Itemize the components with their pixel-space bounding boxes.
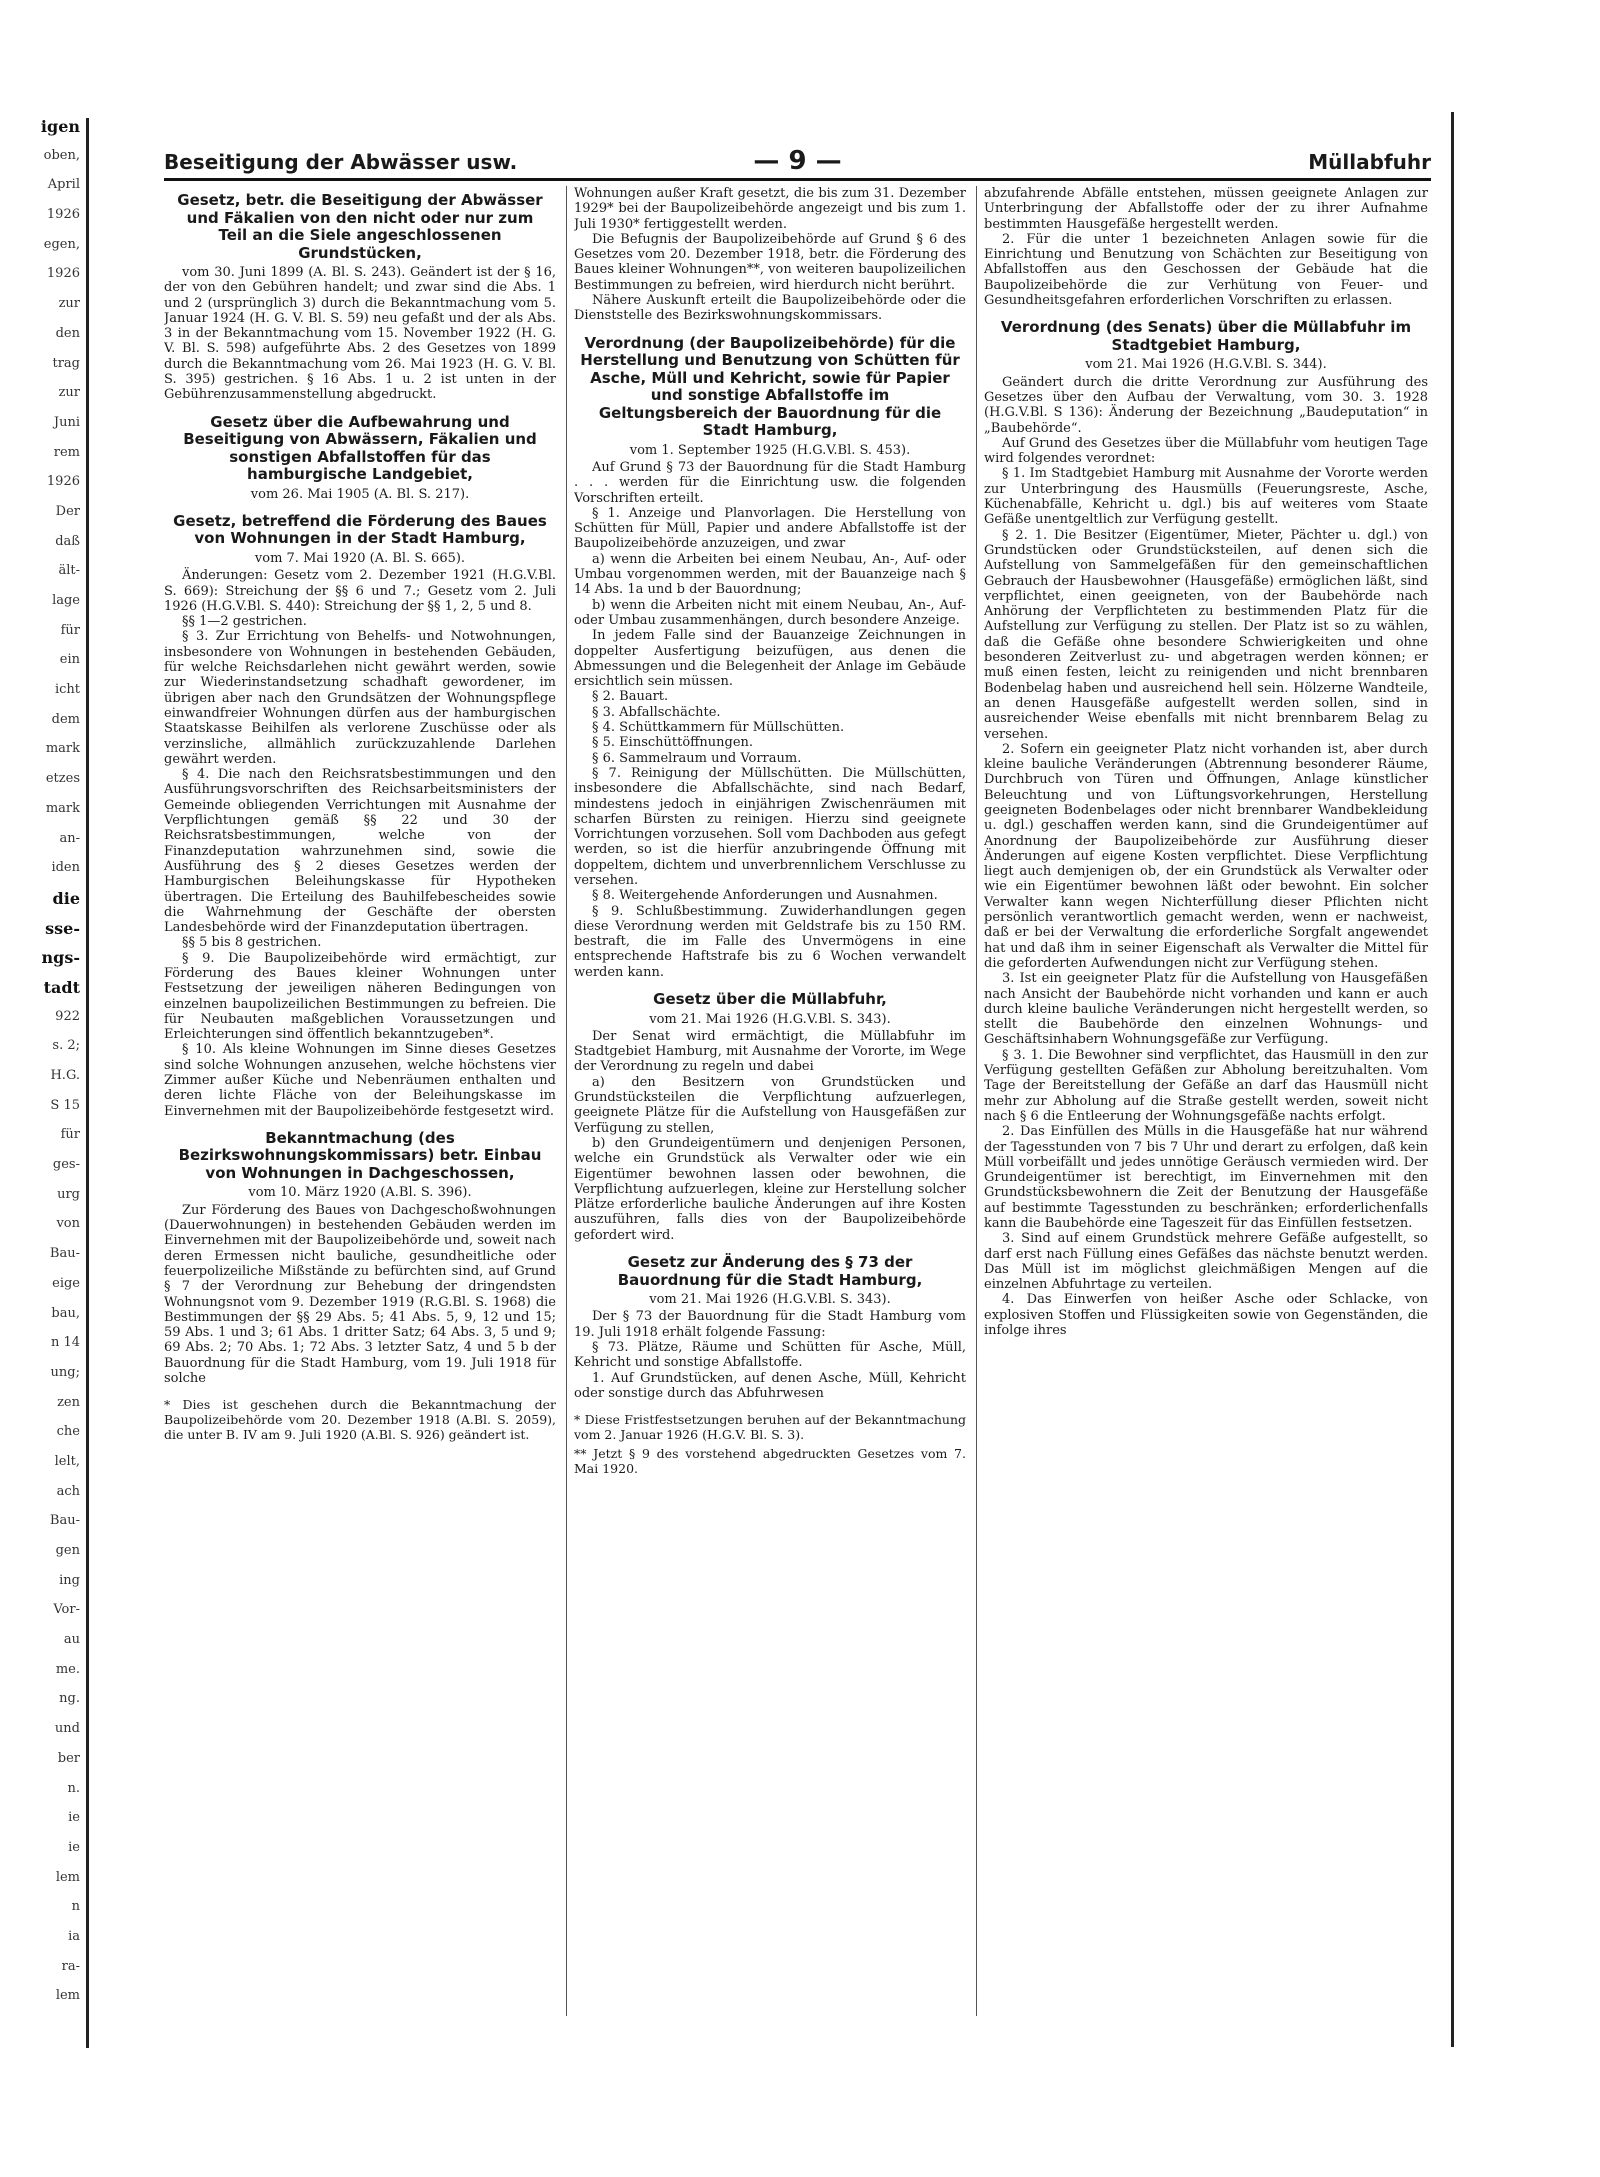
section-title: Gesetz über die Aufbewahrung und Beseitigung von Abwässern, Fäkalien und sonstigen Abfallstoffen für das hamburgische Landgebiet, [183,412,537,484]
previous-page-fragment: dem [51,712,80,727]
previous-page-fragment: lem [55,1870,80,1885]
section-date: vom 21. Mai 1926 (H.G.V.Bl. S. 343). [649,1011,891,1027]
previous-page-fragment: ein [59,652,80,667]
previous-page-fragment: n. [67,1781,80,1796]
previous-page-fragment: die [52,889,80,908]
previous-page-fragment: zur [58,296,80,311]
column-2 [574,186,966,2006]
section-date: vom 26. Mai 1905 (A. Bl. S. 217). [250,486,470,502]
paragraph: § 1. Anzeige und Planvorlagen. Die Herstellung von Schütten für Müll, Papier und andere Abfallstoffe ist der Baupolizeibehörde anzuzeigen, und zwar [574,505,966,552]
previous-page-fragment: ia [68,1929,80,1944]
paragraph: In jedem Falle sind der Bauanzeige Zeichnungen in doppelter Ausfertigung beizufügen, aus denen die Abmessungen und die Belegenheit der Anlage im Gebäude ersichtlich sein müssen. [574,628,966,690]
previous-page-fragment: lelt, [54,1454,80,1469]
paragraph: Die Befugnis der Baupolizeibehörde auf Grund § 6 des Gesetzes vom 20. Dezember 1918, betr. die Förderung des Baues kleiner Wohnungen**, von weiteren baupolizeilichen Bestimmungen zu befreien, wird hierdurch nicht berührt. [574,231,966,293]
section-date: vom 1. September 1925 (H.G.V.Bl. S. 453). [629,442,911,458]
previous-page-fragment: iden [51,860,80,875]
paragraph: b) wenn die Arbeiten nicht mit einem Neubau, An-, Auf- oder Umbau zusammenhängen, durch besondere Anzeige. [574,597,966,628]
previous-page-fragment: H.G. [50,1068,80,1083]
section-date: vom 21. Mai 1926 (H.G.V.Bl. S. 343). [649,1292,891,1308]
previous-page-fragment: ie [68,1840,80,1855]
previous-page-fragment: igen [40,118,80,136]
footnote: * Dies ist geschehen durch die Bekanntmachung der Baupolizeibehörde vom 20. Dezember 1918 (A.Bl. S. 2059), die unter B. IV am 9. Juli 1920 (A.Bl. S. 926) geändert ist. [164,1397,556,1443]
paragraph: 1. Auf Grundstücken, auf denen Asche, Müll, Kehricht oder sonstige durch das Abfuhrwesen [574,1370,966,1401]
paragraph: 3. Ist ein geeigneter Platz für die Aufstellung von Hausgefäßen nach Ansicht der Baubehörde nicht vorhanden und kann er auch durch kleine bauliche Veränderungen nicht hergestellt werden, so stellt die Baubehörde den einzelnen Wohnungs- und Geschäftsinhabern Wohnungsgefäße zur Verfügung. [984,971,1428,1048]
section-date: vom 7. Mai 1920 (A. Bl. S. 665). [254,550,466,566]
previous-page-fragment: ges- [52,1157,80,1172]
previous-page-fragment: eige [52,1276,80,1291]
paragraph: § 4. Die nach den Reichsratsbestimmungen und den Ausführungsvorschriften des Reichsarbeitsministers der Gemeinde obliegenden Verrichtungen mit Ausnahme der Verpflichtungen gemäß §§ 22 und 30 der Reichsratsbestimmungen, welche von der Finanzdeputation wahrzunehmen sind, sowie die Ausführung des § 2 dieses Gesetzes werden der Hamburgischen Beleihungskasse für Hypotheken übertragen. Die Erteilung des Bauhilfebescheides sowie die Wahrnehmung der Geschäfte der obersten Landesbehörde wird der Finanzdeputation übertragen. [164,767,556,936]
footnote: ** Jetzt § 9 des vorstehend abgedruckten Gesetzes vom 7. Mai 1920. [574,1446,966,1477]
previous-page-fragment: zur [58,385,80,400]
paragraph: § 2. 1. Die Besitzer (Eigentümer, Mieter, Pächter u. dgl.) von Grundstücken oder Grundstücksteilen, auf denen sich die Aufstellung von Sammelgefäßen für den gemeinschaftlichen Gebrauch der Hausbewohner (Hausgefäße) ermöglichen läßt, sind verpflichtet, einen geeigneten, von der Baubehörde nach Anhörung der Verpflichteten zu bestimmenden Platz für die Aufstellung zur Verfügung zu stellen. Der Platz ist so zu wählen, daß die Gefäße ohne besondere Schwierigkeiten und ohne besonderen Zeitverlust zu- und abgetragen werden können; er muß einen festen, leicht zu reinigenden und nicht brennbaren Bodenbelag haben und ausreichend hell sein. Hölzerne Wandteile, an denen Hausgefäße aufgestellt werden sollen, sind in ausreichender Weise ebenfalls mit nicht brennbarem Belag zu versehen. [984,527,1428,742]
section [574,1254,966,1401]
previous-page-fragment: Juni [53,415,80,430]
previous-page-fragment: ie [68,1810,80,1825]
previous-page-fragment: ält- [58,563,80,578]
previous-page-fragment: ra- [61,1959,80,1974]
paragraph: § 3. Abfallschächte. [592,704,721,720]
previous-page-fragment: egen, [43,237,80,252]
previous-page-fragment: den [55,326,80,341]
section-title: Gesetz, betreffend die Förderung des Baues von Wohnungen in der Stadt Hamburg, [173,511,547,548]
running-head-right: Müllabfuhr [1308,150,1431,174]
previous-page-fragment: lem [55,1988,80,2003]
paragraph: § 3. 1. Die Bewohner sind verpflichtet, das Hausmüll in den zur Verfügung gestellten Gefäßen zur Abholung bereitzuhalten. Vom Tage der Bereitstellung der Gefäße an darf das Hausmüll nicht mehr zur Abholung auf die Straße gestellt werden, soweit nicht nach § 6 die Entleerung der Wohnungsgefäße nachts erfolgt. [984,1047,1428,1124]
previous-page-fragment: icht [54,682,80,697]
previous-page-fragment: sse- [45,919,80,938]
paragraph: Auf Grund § 73 der Bauordnung für die Stadt Hamburg . . . werden für die Einrichtung usw. die folgenden Vorschriften erteilt. [574,459,966,506]
section-title: Gesetz über die Müllabfuhr, [653,990,887,1009]
page [98,112,1454,2047]
paragraph: § 9. Schlußbestimmung. Zuwiderhandlungen gegen diese Verordnung werden mit Geldstrafe bis zu 150 RM. bestraft, die im Falle des Unvermögens in eine entsprechende Haftstrafe bis zu 6 Wochen verwandelt werden kann. [574,903,966,980]
section [164,414,556,502]
previous-page-fragment: Bau- [49,1246,80,1261]
paragraph: 2. Sofern ein geeigneter Platz nicht vorhanden ist, aber durch kleine bauliche Veränderungen (Abtrennung besonderer Räume, Durchbruch von Türen und Öffnungen, Anlage künstlicher Beleuchtung und von Lüftungsvorkehrungen, Herstellung geeigneten Bodenbelages oder nicht brennbarer Wandbekleidung u. dgl.) geschaffen werden kann, sind die Grundeigentümer auf Anordnung der Baupolizeibehörde zur Ausführung dieser Änderungen auf eigene Kosten verpflichtet. Diese Verpflichtung liegt auch demjenigen ob, der ein Grundstück als Verwalter oder wie ein Eigentümer bewohnen läßt oder bewohnt. Ein solcher Verwalter kann wegen Nichterfüllung dieser Pflichten nicht persönlich verantwortlich gemacht werden, wenn er nachweist, daß er bei der Verwaltung die erforderliche Sorgfalt angewendet hat und daß ihm in seiner Eigenschaft als Verwalter die Mittel für die geforderten Aufwendungen nicht zur Verfügung stehen. [984,741,1428,971]
previous-page-fragment: gen [55,1543,80,1558]
footnote: * Diese Fristfestsetzungen beruhen auf der Bekanntmachung vom 2. Januar 1926 (H.G.V. Bl. S. 3). [574,1412,966,1443]
previous-page-fragment: Vor- [53,1602,80,1617]
column-divider [976,186,977,2016]
previous-page-fragment: S 15 [50,1098,80,1113]
paragraph: § 8. Weitergehende Anforderungen und Ausnahmen. [592,888,938,904]
previous-page-fragment: trag [52,356,80,371]
previous-page-fragment: etzes [45,771,80,786]
previous-page-fragment: mark [45,801,80,816]
previous-page-fragment: 1926 [46,266,80,281]
previous-page-fragment: s. 2; [52,1038,80,1053]
paragraph: § 4. Schüttkammern für Müllschütten. [592,720,845,736]
paragraph: a) wenn die Arbeiten bei einem Neubau, An-, Auf- oder Umbau vorgenommen werden, mit der Bauanzeige nach § 14 Abs. 1a und b der Bauordnung; [574,551,966,598]
paragraph: abzufahrende Abfälle entstehen, müssen geeignete Anlagen zur Unterbringung der Abfallstoffe oder der zu ihrer Aufnahme bestimmten Hausgefäße hergestellt werden. [984,186,1428,232]
previous-page-fragment: rem [53,445,80,460]
paragraph: § 3. Zur Errichtung von Behelfs- und Notwohnungen, insbesondere von Wohnungen in bestehenden Gebäuden, für welche Reichsdarlehen nicht gewährt werden, sowie zur Wiederinstandsetzung schadhaft gewordener, im übrigen aber nach den Grundsätzen der Wohnungspflege einwandfreier Wohnungen dürfen aus der hamburgischen Staatskasse Beihilfen als verlorene Zuschüsse oder als verzinsliche, allmählich zurückzuzahlende Darlehen gewährt werden. [164,629,556,767]
previous-page-fragment: ngs- [41,948,80,967]
page-number: — 9 — [753,146,842,176]
running-head-left: Beseitigung der Abwässer usw. [164,150,518,174]
section-title: Gesetz, betr. die Beseitigung der Abwässer und Fäkalien von den nicht oder nur zum Teil an die Siele angeschlossenen Grundstücken, [177,191,543,262]
paragraph: § 5. Einschüttöffnungen. [592,735,754,751]
previous-page-fragment: mark [45,741,80,756]
section-title: Bekanntmachung (des Bezirkswohnungskommissars) betr. Einbau von Wohnungen in Dachgeschossen, [178,1128,542,1182]
previous-page-fragment: Bau- [49,1513,80,1528]
paragraph: § 2. Bauart. [592,689,669,705]
paragraph: a) den Besitzern von Grundstücken und Grundstücksteilen die Verpflichtung aufzuerlegen, geeignete Plätze für die Aufstellung von Hausgefäßen zur Verfügung zu stellen, [574,1074,966,1136]
paragraph: Auf Grund des Gesetzes über die Müllabfuhr vom heutigen Tage wird folgendes verordnet: [984,435,1428,467]
previous-page-fragment: ing [59,1573,80,1588]
previous-page-fragment: n 14 [50,1335,80,1350]
column-1 [164,186,556,2006]
previous-page-fragment: oben, [43,148,80,163]
previous-page-fragment: April [47,177,80,192]
paragraph: §§ 5 bis 8 gestrichen. [182,935,322,951]
previous-page-fragment: ng. [59,1691,80,1706]
previous-page-fragment: von [56,1216,80,1231]
previous-page-fragment: für [60,1127,80,1142]
running-head [164,144,1431,181]
paragraph: Änderungen: Gesetz vom 2. Dezember 1921 (H.G.V.Bl. S. 669): Streichung der §§ 6 und 7.; Gesetz vom 2. Juli 1926 (H.G.V.Bl. S. 440): Streichung der §§ 1, 2, 5 und 8. [164,568,556,614]
paragraph: § 7. Reinigung der Müllschütten. Die Müllschütten, insbesondere die Abfallschächte, sind nach Bedarf, mindestens jedoch in einjährigen Zwischenräumen mit scharfen Bürsten zu reinigen. Hierzu sind geeignete Vorrichtungen vorzusehen. Soll vom Dachboden aus gefegt werden, so ist die hierfür anzubringende Öffnung mit doppeltem, dichtem und unverbrennlichem Verschlusse zu versehen. [574,765,966,888]
previous-page-fragment: Der [55,504,80,519]
paragraph: Geändert durch die dritte Verordnung zur Ausführung des Gesetzes über den Aufbau der Verwaltung, vom 30. 3. 1928 (H.G.V.Bl. S 136): Änderung der Bezeichnung „Baudeputation“ in „Baubehörde“. [984,374,1428,436]
paragraph: 2. Für die unter 1 bezeichneten Anlagen sowie für die Einrichtung und Benutzung von Schächten zur Beseitigung von Abfallstoffen aus den Geschossen der Gebäude hat die Baupolizeibehörde die zur Verhütung von Feuer- und Gesundheitsgefahren erforderlichen Vorschriften zu erlassen. [984,231,1428,309]
section-title: Verordnung (des Senats) über die Müllabfuhr im Stadtgebiet Hamburg, [1000,318,1412,354]
section [574,991,966,1243]
paragraph: § 6. Sammelraum und Vorraum. [592,750,802,766]
column-3 [984,186,1428,2006]
paragraph: 4. Das Einwerfen von heißer Asche oder Schlacke, von explosiven Stoffen und Flüssigkeiten sowie von Gegenständen, die infolge ihres [984,1292,1428,1339]
section [574,335,966,980]
paragraph: Nähere Auskunft erteilt die Baupolizeibehörde oder die Dienststelle des Bezirkswohnungskommissars. [574,293,966,324]
previous-page-fragment: che [56,1424,80,1439]
section-title: Gesetz zur Änderung des § 73 der Bauordnung für die Stadt Hamburg, [617,1253,923,1289]
paragraph: § 1. Im Stadtgebiet Hamburg mit Ausnahme der Vororte werden zur Unterbringung des Hausmülls (Feuerungsreste, Asche, Küchenabfälle, Kehricht u. dgl.) bis auf weiteres vom Staate Gefäße unentgeltlich zur Verfügung gestellt. [984,466,1428,528]
previous-page-fragment: zen [57,1395,80,1410]
paragraph: 3. Sind auf einem Grundstück mehrere Gefäße aufgestellt, so darf erst nach Füllung eines Gefäßes das nächste benutzt werden. Das Müll ist im möglichst gleichmäßigen Mengen auf die einzelnen Abfuhrtage zu verteilen. [984,1231,1428,1293]
paragraph: 2. Das Einfüllen des Mülls in die Hausgefäße hat nur während der Tagesstunden von 7 bis 7 Uhr und derart zu erfolgen, daß kein Müll vorbeifällt und jedes unnötige Geräusch vermieden wird. Der Grundeigentümer ist berechtigt, im Einvernehmen mit den Grundstücksbewohnern die Zeit der Benutzung der Hausgefäße auf bestimmte Tagesstunden zu beschränken; erforderlichenfalls kann die Baubehörde eine Tageszeit für das Einfüllen festsetzen. [984,1124,1428,1231]
column-divider [566,186,567,2016]
previous-page-fragment: bau, [51,1306,80,1321]
paragraph: § 9. Die Baupolizeibehörde wird ermächtigt, zur Förderung des Baues kleiner Wohnungen unter Festsetzung der jeweiligen näheren Bedingungen von einzelnen baupolizeilichen Bestimmungen zu befreien. Die für Neubauten maßgeblichen Voraussetzungen und Erleichterungen sind öffentlich bekanntzugeben*. [164,950,556,1043]
previous-page-fragment: ung; [50,1365,80,1380]
paragraph: Der § 73 der Bauordnung für die Stadt Hamburg vom 19. Juli 1918 erhält folgende Fassung: [574,1309,966,1340]
paragraph: §§ 1—2 gestrichen. [182,614,307,630]
previous-page-fragment: au [63,1632,80,1647]
previous-page-fragment: und [54,1721,80,1736]
paragraph: § 73. Plätze, Räume und Schütten für Asche, Müll, Kehricht und sonstige Abfallstoffe. [574,1339,966,1371]
section [164,192,556,403]
section [984,319,1428,1338]
paragraph: b) den Grundeigentümern und denjenigen Personen, welche ein Grundstück als Verwalter oder wie ein Eigentümer bewohnen lassen oder bewohnen, die Verpflichtung aufzuerlegen, kleine zur Herstellung solcher Plätze erforderliche bauliche Änderungen auf ihre Kosten auszuführen, falls dies von der Baupolizeibehörde gefordert wird. [574,1135,966,1243]
section-date: vom 21. Mai 1926 (H.G.V.Bl. S. 344). [1085,357,1327,373]
previous-page-fragment: 922 [55,1009,80,1024]
paragraph: § 10. Als kleine Wohnungen im Sinne dieses Gesetzes sind solche Wohnungen anzusehen, welche höchstens vier Zimmer außer Küche und Nebenräumen enthalten und deren lichte Fläche von der Beleihungskasse im Einvernehmen mit der Baupolizeibehörde festgesetzt wird. [164,1042,556,1119]
section [574,186,966,324]
previous-page-fragment: daß [55,534,80,549]
section-date: vom 10. März 1920 (A.Bl. S. 396). [248,1185,472,1201]
paragraph: Der Senat wird ermächtigt, die Müllabfuhr im Stadtgebiet Hamburg, mit Ausnahme der Vororte, im Wege der Verordnung zu regeln und dabei [574,1028,966,1075]
section [164,1130,556,1386]
previous-page-fragment: urg [57,1187,80,1202]
previous-page-fragment: an- [59,831,80,846]
paragraph: vom 30. Juni 1899 (A. Bl. S. 243). Geändert ist der § 16, der von den Gebühren handelt; und zwar sind die Abs. 1 und 2 (ursprünglich 3) durch die Bekanntmachung vom 5. Januar 1924 (H. G. V. Bl. S. 59) neu gefaßt und der als Abs. 3 in der Bekanntmachung vom 15. November 1922 (H. G. V. Bl. S. 598) aufgeführte Abs. 2 des Gesetzes von 1899 durch die Bekanntmachung vom 26. Mai 1923 (H. G. V. Bl. S. 395) gestrichen. § 16 Abs. 1 u. 2 ist unten in der Gebührenzusammenstellung abgedruckt. [164,265,556,403]
previous-page-fragment: tadt [43,978,80,997]
paragraph: Zur Förderung des Baues von Dachgeschoßwohnungen (Dauerwohnungen) in bestehenden Gebäuden werden im Einvernehmen mit der Baupolizeibehörde und, soweit nach deren Ermessen nicht bauliche, gesundheitliche oder feuerpolizeiliche Mißstände zu befürchten sind, auf Grund § 7 der Verordnung zur Behebung der dringendsten Wohnungsnot vom 9. Dezember 1919 (R.G.Bl. S. 1968) die Bestimmungen der §§ 29 Abs. 5; 41 Abs. 5, 9, 12 und 15; 59 Abs. 1 und 3; 61 Abs. 1 dritter Satz; 64 Abs. 3, 5 und 9; 69 Abs. 2; 70 Abs. 1; 72 Abs. 3 letzter Satz, 4 und 5 b der Bauordnung für die Stadt Hamburg, vom 19. Juli 1918 für solche [164,1202,556,1387]
previous-page-fragment: 1926 [46,207,80,222]
section-title: Verordnung (der Baupolizeibehörde) für die Herstellung und Benutzung von Schütten für Asche, Müll und Kehricht, sowie für Papier und sonstige Abfallstoffe im Geltungsbereich der Bauordnung für die Stadt Hamburg, [580,333,960,440]
previous-page-fragment: me. [55,1662,80,1677]
paragraph: Wohnungen außer Kraft gesetzt, die bis zum 31. Dezember 1929* bei der Baupolizeibehörde angezeigt und bis zum 1. Juli 1930* fertiggestellt werden. [574,186,966,232]
previous-page-fragment: ber [57,1751,80,1766]
section [164,513,556,1119]
previous-page-fragment: lage [52,593,80,608]
previous-page-fragment: 1926 [46,474,80,489]
previous-page-edge [0,118,89,2048]
previous-page-fragment: n [71,1899,80,1914]
section [984,186,1428,308]
previous-page-fragment: für [60,623,80,638]
previous-page-fragment: ach [56,1484,80,1499]
